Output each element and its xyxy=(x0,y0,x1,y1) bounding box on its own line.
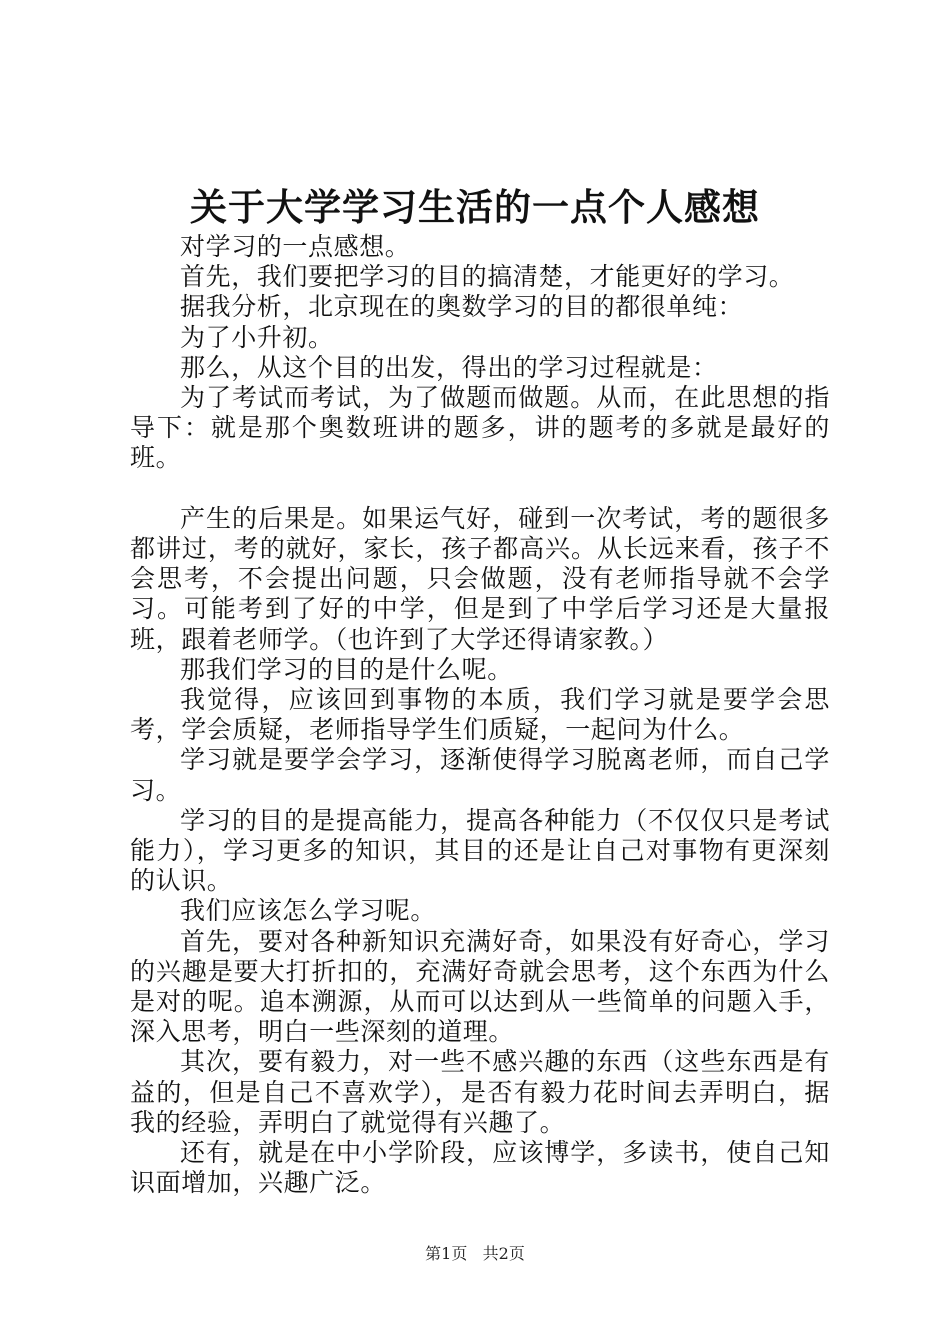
paragraph: 学习的目的是提高能力，提高各种能力（不仅仅只是考试能力），学习更多的知识，其目的还是让自己对事物有更深刻的认识。 xyxy=(130,805,830,896)
blank-line xyxy=(130,474,830,504)
page-total: 共2页 xyxy=(482,1244,525,1263)
paragraph: 据我分析，北京现在的奥数学习的目的都很单纯： xyxy=(180,292,744,322)
paragraph: 首先，我们要把学习的目的搞清楚，才能更好的学习。 xyxy=(180,262,795,292)
document-body xyxy=(130,232,830,1198)
page-number: 第1页 xyxy=(425,1244,468,1263)
document-title: 关于大学学习生活的一点个人感想 xyxy=(190,186,760,229)
paragraph: 为了考试而考试，为了做题而做题。从而，在此思想的指导下：就是那个奥数班讲的题多，讲的题考的多就是最好的班。 xyxy=(130,383,830,473)
paragraph: 我觉得，应该回到事物的本质，我们学习就是要学会思考，学会质疑，老师指导学生们质疑，一起问为什么。 xyxy=(130,685,830,745)
footer-spacer xyxy=(472,1244,477,1263)
paragraph: 还有，就是在中小学阶段，应该博学，多读书，使自己知识面增加，兴趣广泛。 xyxy=(130,1138,830,1198)
paragraph: 为了小升初。 xyxy=(180,322,334,352)
paragraph: 对学习的一点感想。 xyxy=(180,232,411,261)
paragraph: 产生的后果是。如果运气好，碰到一次考试，考的题很多都讲过，考的就好，家长，孩子都高兴。从长远来看，孩子不会思考，不会提出问题，只会做题，没有老师指导就不会学习。可能考到了好的中学，但是到了中学后学习还是大量报班，跟着老师学。（也许到了大学还得请家教。） xyxy=(130,503,830,654)
paragraph: 学习就是要学会学习，逐渐使得学习脱离老师，而自己学习。 xyxy=(130,745,830,805)
paragraph: 首先，要对各种新知识充满好奇，如果没有好奇心，学习的兴趣是要大打折扣的，充满好奇就会思考，这个东西为什么是对的呢。追本溯源，从而可以达到从一些简单的问题入手，深入思考，明白一些深刻的道理。 xyxy=(130,926,830,1047)
page-footer xyxy=(0,1242,950,1266)
paragraph: 那么，从这个目的出发，得出的学习过程就是： xyxy=(180,352,718,382)
paragraph: 我们应该怎么学习呢。 xyxy=(180,896,437,926)
paragraph: 那我们学习的目的是什么呢。 xyxy=(180,654,513,684)
paragraph: 其次，要有毅力，对一些不感兴趣的东西（这些东西是有益的，但是自己不喜欢学），是否有毅力花时间去弄明白，据我的经验，弄明白了就觉得有兴趣了。 xyxy=(130,1047,830,1137)
